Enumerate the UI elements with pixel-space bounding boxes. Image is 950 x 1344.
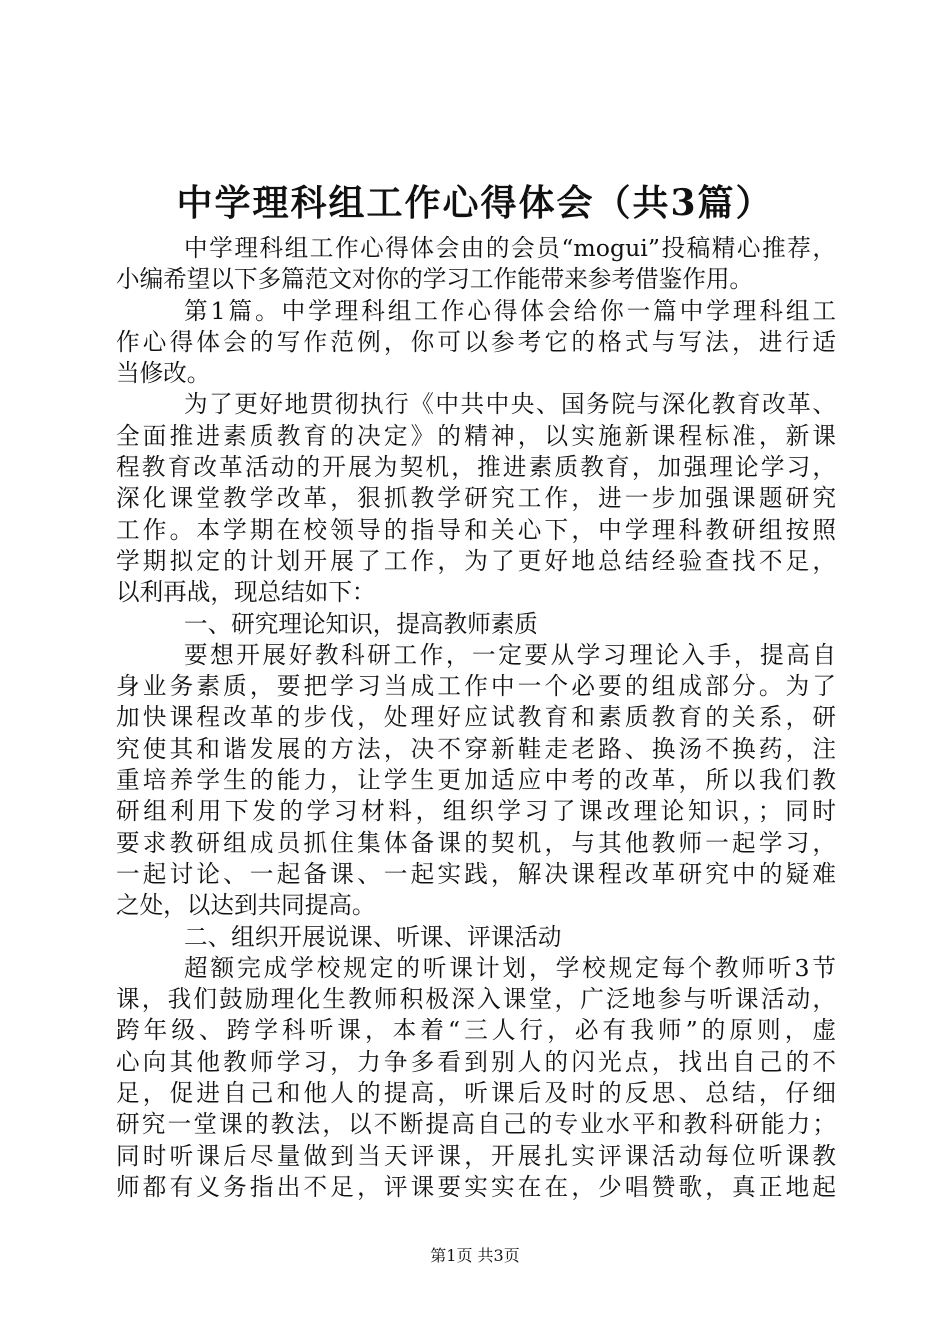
- text-line: 要求教研组成员抓住集体备课的契机，与其他教师一起学习，: [116, 828, 836, 857]
- text-line: 研究一堂课的教法，以不断提高自己的专业水平和教科研能力；: [116, 1110, 836, 1139]
- page-footer: 第1页 共3页: [430, 1246, 520, 1265]
- document-body: [116, 233, 836, 1203]
- text-line: 作心得体会的写作范例，你可以参考它的格式与写法，进行适: [116, 327, 836, 356]
- text-line: 中学理科组工作心得体会由的会员“mogui”投稿精心推荐，: [184, 234, 836, 262]
- text-line: 深化课堂教学改革，狠抓教学研究工作，进一步加强课题研究: [116, 484, 836, 513]
- text-line: 跨年级、跨学科听课，本着“三人行，必有我师”的原则，虚: [116, 1016, 836, 1045]
- text-line: 同时听课后尽量做到当天评课，开展扎实评课活动每位听课教: [116, 1141, 836, 1170]
- text-line: 小编希望以下多篇范文对你的学习工作能带来参考借鉴作用。: [116, 265, 754, 294]
- text-line: 第1篇。中学理科组工作心得体会给你一篇中学理科组工: [184, 296, 836, 325]
- text-line: 一起讨论、一起备课、一起实践，解决课程改革研究中的疑难: [116, 859, 836, 888]
- text-line: 心向其他教师学习，力争多看到别人的闪光点，找出自己的不: [116, 1047, 836, 1076]
- text-line: 为了更好地贯彻执行《中共中央、国务院与深化教育改革、: [184, 390, 836, 419]
- text-line: 程教育改革活动的开展为契机，推进素质教育，加强理论学习，: [116, 453, 836, 482]
- text-line: 全面推进素质教育的决定》的精神，以实施新课程标准，新课: [116, 421, 836, 450]
- text-line: 一、研究理论知识，提高教师素质: [184, 609, 538, 638]
- text-line: 二、组织开展说课、听课、评课活动: [184, 922, 562, 951]
- text-line: 超额完成学校规定的听课计划，学校规定每个教师听3节: [184, 953, 836, 982]
- text-line: 课，我们鼓励理化生教师积极深入课堂，广泛地参与听课活动，: [116, 985, 836, 1014]
- text-line: 之处，以达到共同提高。: [116, 891, 376, 920]
- text-line: 加快课程改革的步伐，处理好应试教育和素质教育的关系，研: [116, 703, 836, 732]
- text-line: 足，促进自己和他人的提高，听课后及时的反思、总结，仔细: [116, 1079, 836, 1108]
- text-line: 当修改。: [116, 359, 211, 388]
- text-line: 以利再战，现总结如下：: [116, 578, 376, 607]
- document-title: 中学理科组工作心得体会（共3篇）: [176, 182, 774, 224]
- text-line: 学期拟定的计划开展了工作，为了更好地总结经验查找不足，: [116, 546, 836, 575]
- text-line: 师都有义务指出不足，评课要实实在在，少唱赞歌，真正地起: [116, 1172, 836, 1201]
- text-line: 究使其和谐发展的方法，决不穿新鞋走老路、换汤不换药，注: [116, 734, 836, 763]
- text-line: 身业务素质，要把学习当成工作中一个必要的组成部分。为了: [116, 672, 836, 701]
- text-line: 要想开展好教科研工作，一定要从学习理论入手，提高自: [184, 640, 836, 669]
- text-line: 工作。本学期在校领导的指导和关心下，中学理科教研组按照: [116, 515, 836, 544]
- text-line: 研组利用下发的学习材料，组织学习了课改理论知识，；同时: [116, 797, 836, 826]
- text-line: 重培养学生的能力，让学生更加适应中考的改革，所以我们教: [116, 766, 836, 795]
